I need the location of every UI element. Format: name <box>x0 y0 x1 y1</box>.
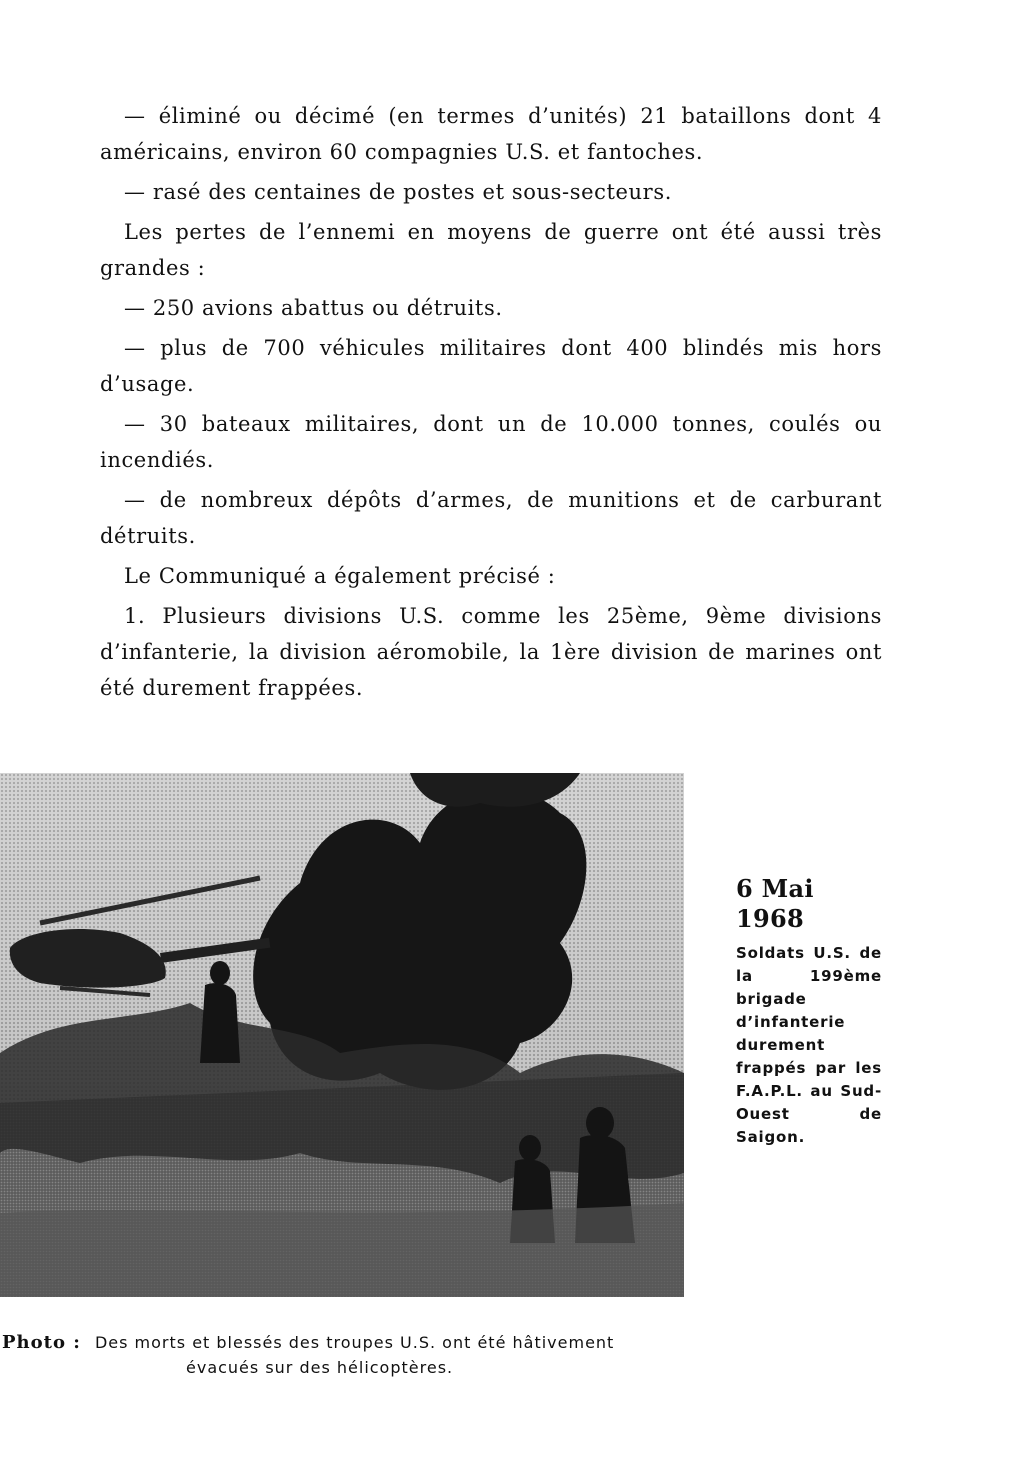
paragraph-6: — 30 bateaux militaires, dont un de 10.000 tonnes, coulés ou incendiés. <box>100 412 882 472</box>
photo-caption <box>2 1330 702 1380</box>
helicopter-photo <box>0 773 684 1297</box>
photo-illustration <box>0 773 684 1297</box>
paragraph-1: — éliminé ou décimé (en termes d’unités) 21 bataillons dont 4 américains, environ 60 compagnies U.S. et fantoches. <box>100 104 882 164</box>
paragraph-5: — plus de 700 véhicules militaires dont 400 blindés mis hors d’usage. <box>100 336 882 396</box>
photo-caption-line2: évacués sur des hélicoptères. <box>186 1358 454 1377</box>
paragraph-2: — rasé des centaines de postes et sous-secteurs. <box>124 180 672 204</box>
paragraph-3: Les pertes de l’ennemi en moyens de guerre ont été aussi très grandes : <box>100 220 882 280</box>
photo-caption-label: Photo : <box>2 1332 81 1353</box>
photo-caption-line1: Des morts et blessés des troupes U.S. ont été hâtivement <box>94 1333 615 1352</box>
paragraph-4: — 250 avions abattus ou détruits. <box>124 296 503 320</box>
paragraph-8: Le Communiqué a également précisé : <box>124 564 556 588</box>
paragraph-7: — de nombreux dépôts d’armes, de munitions et de carburant détruits. <box>100 488 882 548</box>
side-caption-block <box>736 874 882 1149</box>
side-date: 6 Mai 1968 <box>736 874 814 933</box>
side-caption-text: Soldats U.S. de la 199ème brigade d’infanterie durement frappés par les F.A.P.L. au Sud-Ouest de Saigon. <box>736 944 882 1146</box>
photo-foreground <box>0 1203 684 1297</box>
body-text <box>100 98 882 710</box>
paragraph-9: 1. Plusieurs divisions U.S. comme les 25ème, 9ème divisions d’infanterie, la division aéromobile, la 1ère division de marines ont été durement frappées. <box>100 604 882 700</box>
